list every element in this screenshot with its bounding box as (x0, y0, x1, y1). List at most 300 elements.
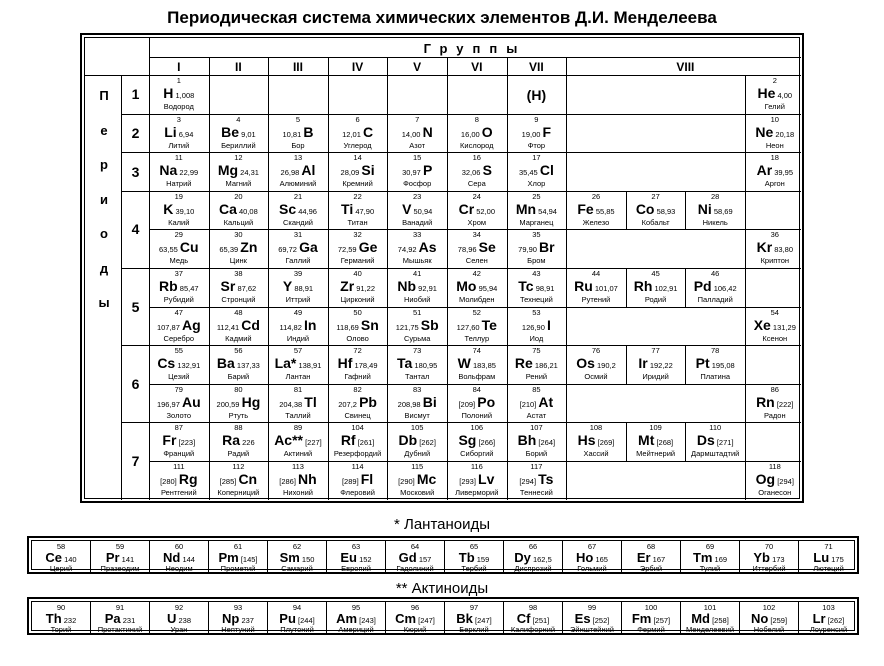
element-symbol-line (387, 163, 447, 177)
atomic-mass: 24,31 (240, 168, 259, 178)
atomic-number: 77 (651, 346, 660, 356)
atomic-number: 20 (234, 191, 243, 201)
atomic-mass: 231 (122, 616, 136, 625)
grid-line (209, 57, 210, 75)
element-symbol-line (268, 240, 328, 254)
element-cell (447, 384, 507, 422)
element-cell (387, 307, 447, 345)
element-symbol-line (685, 356, 745, 370)
element-symbol: Br (539, 239, 555, 256)
element-symbol: Am (336, 611, 358, 626)
element-symbol: Au (181, 393, 201, 410)
element-symbol: Pa (104, 611, 121, 626)
element-name: Диспрозий (514, 564, 552, 573)
atomic-number: 35 (532, 230, 541, 240)
group-header: II (235, 60, 242, 74)
element-symbol-line (327, 550, 385, 565)
element-name: Бериллий (221, 140, 256, 150)
element-name: Галлий (285, 256, 311, 266)
f-element-cell (799, 541, 858, 573)
element-symbol: Al (301, 162, 316, 179)
element-symbol: Np (222, 611, 240, 626)
atomic-mass: 87,62 (237, 284, 257, 293)
element-symbol: Og (755, 471, 776, 487)
element-name: Сурьма (403, 333, 431, 343)
element-symbol: Rb (159, 278, 178, 294)
element-symbol-line (149, 356, 209, 370)
atomic-mass: 20,18 (775, 129, 795, 139)
element-name: Висмут (404, 410, 430, 420)
atomic-mass: [209] (458, 399, 476, 409)
atomic-mass: 16,00 (460, 129, 480, 139)
atomic-number: 16 (472, 153, 481, 163)
atomic-mass: [286] (279, 477, 296, 486)
atomic-number: 101 (703, 603, 717, 612)
atomic-number: 115 (411, 462, 424, 471)
atomic-mass: 112,41 (216, 322, 240, 332)
element-symbol-line (507, 395, 567, 409)
atomic-number: 59 (115, 542, 125, 551)
atomic-number: 100 (644, 603, 658, 612)
atomic-mass: [264] (538, 438, 556, 448)
element-name: Железо (582, 217, 610, 227)
atomic-mass: 22,99 (179, 168, 199, 178)
element-symbol-line (566, 279, 626, 293)
element-symbol: Mt (638, 432, 655, 449)
f-element-cell (150, 602, 209, 634)
element-symbol-line (149, 163, 209, 177)
element-symbol-line (799, 611, 858, 626)
element-symbol-line (504, 550, 562, 565)
atomic-number: 40 (353, 269, 362, 278)
atomic-mass: 169 (714, 555, 728, 564)
atomic-number: 45 (651, 269, 660, 278)
grid-line (566, 152, 567, 191)
element-cell (268, 229, 328, 267)
element-symbol-line (799, 550, 858, 565)
atomic-mass: 137,33 (236, 361, 260, 371)
element-name: Титан (347, 217, 368, 227)
element-cell (328, 384, 388, 422)
element-symbol: Gd (398, 550, 417, 565)
atomic-mass: 167 (652, 555, 666, 564)
atomic-number: 63 (351, 542, 361, 551)
element-symbol: Es (574, 611, 591, 626)
element-symbol-line (268, 611, 326, 626)
atomic-mass: 183,85 (472, 361, 496, 371)
atomic-number: 21 (293, 191, 303, 201)
element-symbol: B (303, 123, 314, 140)
element-name: Церий (49, 564, 73, 573)
element-name: Иттербий (752, 564, 786, 573)
period-label-letter: е (100, 122, 108, 138)
element-name: Ливерморий (455, 488, 499, 497)
atomic-number: 81 (293, 384, 303, 394)
atomic-number: 46 (711, 269, 720, 278)
element-name: Криптон (760, 256, 790, 266)
element-symbol-line (149, 472, 209, 486)
atomic-number: 86 (770, 384, 779, 394)
element-symbol: Ta (397, 355, 413, 372)
element-cell (328, 422, 388, 460)
atomic-number: 19 (174, 191, 183, 201)
grid-line (447, 57, 448, 75)
atomic-number: 96 (410, 603, 420, 612)
atomic-number: 92 (174, 603, 184, 612)
element-cell (447, 229, 507, 267)
element-symbol: Ho (576, 550, 594, 565)
atomic-number: 31 (293, 230, 303, 240)
element-cell (685, 191, 745, 229)
period-number: 2 (131, 124, 140, 141)
atomic-mass: 35,45 (518, 168, 538, 178)
element-name: Иод (529, 333, 544, 343)
period-label-letter: и (100, 191, 108, 207)
element-symbol: Fm (631, 611, 652, 626)
atomic-mass: 192,22 (649, 361, 673, 371)
atomic-mass: 50,94 (413, 206, 433, 216)
element-name: Астат (526, 410, 547, 420)
element-symbol-line (626, 356, 686, 370)
element-symbol: Tl (304, 393, 317, 410)
element-cell (507, 307, 567, 345)
grid-line (566, 307, 567, 346)
atomic-number: 73 (413, 346, 422, 356)
element-symbol-line (507, 202, 567, 216)
element-symbol: Nb (397, 278, 417, 294)
atomic-mass: 237 (241, 616, 254, 625)
period-number: 3 (131, 163, 140, 180)
atomic-number: 29 (174, 230, 183, 240)
atomic-number: 80 (234, 384, 243, 394)
atomic-number: 112 (232, 462, 245, 471)
atomic-number: 57 (293, 346, 303, 356)
element-symbol: Hf (337, 355, 353, 372)
element-symbol: Pb (359, 393, 377, 410)
atomic-mass: [269] (597, 438, 615, 448)
element-symbol-line (387, 472, 447, 486)
element-cell (507, 229, 567, 267)
atomic-number: 49 (293, 307, 303, 317)
atomic-number: 18 (770, 153, 779, 163)
element-symbol: Pu (279, 611, 296, 626)
element-symbol-line (149, 202, 209, 216)
atomic-mass: 152 (359, 555, 372, 564)
f-element-cell (504, 541, 563, 573)
element-cell (387, 152, 447, 190)
atomic-number: 9 (534, 114, 539, 124)
element-cell (149, 152, 209, 190)
element-symbol-line (149, 125, 209, 139)
element-name: Марганец (519, 217, 554, 227)
element-name: Осмий (584, 372, 608, 382)
element-name: Дубний (404, 449, 431, 459)
element-symbol: Ds (696, 432, 715, 449)
atomic-mass: 19,00 (521, 129, 541, 139)
element-symbol: Rg (178, 471, 198, 487)
element-symbol-line (209, 356, 269, 370)
element-name: Америций (338, 625, 374, 634)
element-cell (209, 229, 269, 267)
element-symbol: Li (164, 123, 177, 140)
element-cell (328, 114, 388, 152)
f-element-cell (91, 541, 150, 573)
element-name: Гелий (764, 102, 785, 111)
f-element-cell (622, 541, 681, 573)
element-name: Рентгений (160, 488, 197, 497)
grid-line (566, 384, 567, 423)
element-name: Флеровий (340, 488, 375, 497)
actinides-row (27, 597, 859, 635)
element-symbol-line (328, 318, 388, 332)
element-symbol: Sg (458, 432, 477, 449)
atomic-mass: [210] (519, 399, 537, 409)
element-symbol: Th (45, 611, 62, 626)
element-symbol-line (32, 611, 90, 626)
grid-line (447, 75, 448, 114)
atomic-mass: 1,008 (175, 91, 195, 100)
atomic-number: 10 (770, 114, 779, 124)
element-name: Хром (467, 217, 487, 227)
atomic-mass: [293] (459, 477, 476, 486)
element-symbol: Mg (217, 162, 239, 179)
element-name: Родий (644, 295, 667, 304)
element-name: Европий (341, 564, 371, 573)
element-symbol-line (447, 202, 507, 216)
element-symbol-line (209, 240, 269, 254)
atomic-number: 69 (705, 542, 715, 551)
element-cell (566, 191, 626, 229)
atomic-number: 79 (174, 384, 183, 394)
atomic-number: 111 (173, 462, 185, 471)
atomic-mass: 44,96 (298, 206, 317, 216)
element-name: Ванадий (402, 217, 433, 227)
atomic-mass: 39,95 (774, 168, 794, 178)
atomic-mass: 98,91 (535, 284, 555, 293)
element-cell (447, 191, 507, 229)
element-symbol-line (268, 472, 328, 486)
element-symbol-line (566, 202, 626, 216)
element-cell (745, 152, 805, 190)
element-name: Гадолиний (396, 564, 434, 573)
element-symbol: Bk (456, 611, 473, 626)
element-symbol-line (507, 356, 567, 370)
f-element-cell (799, 602, 858, 634)
element-cell (745, 307, 805, 345)
group-header: VII (529, 60, 544, 74)
f-element-cell (32, 541, 91, 573)
atomic-number: 76 (591, 346, 601, 356)
f-element-cell (209, 602, 268, 634)
f-element-cell (209, 541, 268, 573)
element-symbol: Cf (516, 611, 531, 626)
atomic-number: 24 (472, 191, 481, 201)
element-cell (387, 384, 447, 422)
grid-line (566, 229, 567, 268)
element-symbol: Eu (340, 550, 357, 565)
actinides-label: ** Актиноиды (395, 580, 489, 597)
lanthanides-row (27, 536, 859, 574)
element-symbol: Nd (163, 550, 181, 565)
element-cell (209, 268, 269, 306)
element-symbol: Sb (420, 316, 439, 333)
atomic-number: 2 (772, 76, 777, 85)
element-symbol-line (209, 202, 269, 216)
atomic-number: 38 (234, 269, 243, 278)
element-symbol-line (685, 202, 745, 216)
f-element-cell (681, 602, 740, 634)
atomic-number: 36 (770, 230, 779, 240)
element-symbol: Ba (216, 355, 235, 372)
group-header: III (292, 60, 303, 74)
element-symbol: Tb (458, 550, 475, 565)
element-symbol: No (750, 611, 769, 626)
element-symbol: Tm (692, 550, 713, 565)
element-symbol-line (268, 163, 328, 177)
f-element-cell (563, 541, 622, 573)
element-name: Тантал (404, 372, 430, 382)
atomic-mass: 92,91 (418, 284, 437, 293)
element-cell (209, 345, 269, 383)
f-element-cell (327, 541, 386, 573)
element-name: Технеций (519, 295, 553, 304)
atomic-number: 87 (174, 423, 183, 433)
lanthanides-label: * Лантаноиды (393, 516, 491, 533)
atomic-mass: 9,01 (241, 129, 256, 139)
element-name: Медь (169, 256, 189, 266)
groups-title: Группы (423, 41, 527, 56)
element-symbol-line (507, 240, 567, 254)
atomic-number: 39 (293, 269, 303, 278)
element-cell (268, 422, 328, 460)
element-name: Стронций (221, 295, 256, 304)
f-element-cell (91, 602, 150, 634)
element-cell (387, 422, 447, 460)
atomic-mass: 47,90 (355, 206, 375, 216)
element-symbol: Ac** (274, 432, 303, 449)
f-element-cell (740, 602, 799, 634)
element-symbol: Md (691, 611, 710, 626)
element-cell (268, 152, 328, 190)
element-cell (387, 229, 447, 267)
atomic-mass: [268] (656, 438, 674, 448)
element-symbol-line (745, 472, 805, 486)
element-symbol: I (546, 316, 551, 333)
element-symbol-line (268, 202, 328, 216)
element-cell (328, 307, 388, 345)
element-symbol: Ce (45, 550, 62, 565)
element-cell (149, 229, 209, 267)
group-header: IV (351, 60, 364, 74)
element-symbol-line (209, 611, 267, 626)
element-symbol-line (563, 611, 621, 626)
element-cell (149, 307, 209, 345)
element-symbol-line (447, 163, 507, 177)
period-label-letter: р (100, 157, 108, 172)
element-symbol-line (32, 550, 90, 565)
element-name: Калифорний (510, 625, 556, 634)
periodic-table (80, 33, 804, 503)
element-name: Оганесон (758, 488, 792, 497)
element-symbol-line (209, 395, 269, 409)
atomic-mass: 10,81 (282, 129, 302, 139)
element-cell (507, 345, 567, 383)
element-name: Гольмий (577, 564, 607, 573)
element-symbol: Mc (416, 471, 437, 487)
element-cell (209, 152, 269, 190)
element-name: Платина (700, 372, 731, 382)
element-cell (507, 461, 567, 499)
atomic-mass: 52,00 (476, 206, 496, 216)
atomic-mass: 208,98 (397, 399, 421, 409)
element-symbol-line (387, 433, 447, 447)
element-symbol-line (507, 163, 567, 177)
atomic-mass: 58,69 (713, 206, 733, 216)
f-element-cell (504, 602, 563, 634)
element-cell (149, 345, 209, 383)
period-number: 7 (131, 453, 140, 469)
element-symbol-line (504, 611, 562, 626)
element-name: Плутоний (280, 625, 314, 634)
element-symbol-line (328, 433, 388, 447)
element-name: Алюминий (279, 179, 317, 189)
atomic-number: 28 (711, 191, 720, 201)
element-cell (387, 191, 447, 229)
atomic-number: 15 (413, 153, 422, 163)
element-symbol-line (507, 279, 567, 293)
element-symbol-line (268, 395, 328, 409)
element-symbol-line (745, 240, 805, 254)
grid-line (566, 114, 567, 153)
element-symbol-line (507, 318, 567, 332)
atomic-mass: 65,39 (219, 245, 239, 255)
atomic-number: 75 (532, 346, 541, 356)
element-name: Азот (409, 140, 426, 150)
element-symbol-line (327, 611, 385, 626)
element-symbol-line (150, 550, 208, 565)
atomic-mass: 101,07 (594, 284, 618, 293)
atomic-mass: 74,92 (397, 245, 417, 255)
element-cell (447, 422, 507, 460)
atomic-number: 4 (236, 114, 241, 124)
grid-line (328, 57, 329, 75)
element-symbol: Sr (220, 278, 236, 294)
element-name: Углерод (343, 140, 372, 150)
element-symbol-line (328, 163, 388, 177)
atomic-number: 83 (413, 384, 422, 394)
atomic-number: 105 (410, 423, 424, 433)
atomic-number: 70 (764, 542, 774, 551)
element-cell (626, 345, 686, 383)
atomic-number: 48 (234, 307, 243, 317)
element-name: Мышьяк (402, 256, 432, 266)
element-name: Ксенон (762, 333, 788, 343)
lanthanides-cells (31, 540, 855, 573)
period-label-letter: П (99, 88, 109, 103)
period-number: 5 (131, 298, 140, 315)
atomic-mass: 72,59 (337, 245, 357, 255)
element-cell (328, 229, 388, 267)
f-element-cell (681, 541, 740, 573)
element-cell (209, 422, 269, 460)
element-cell (268, 307, 328, 345)
element-symbol-line (447, 125, 507, 139)
atomic-number: 72 (353, 346, 362, 356)
element-cell (209, 114, 269, 152)
atomic-number: 52 (472, 307, 481, 317)
element-symbol: Co (635, 200, 655, 217)
element-symbol: F (542, 123, 552, 140)
